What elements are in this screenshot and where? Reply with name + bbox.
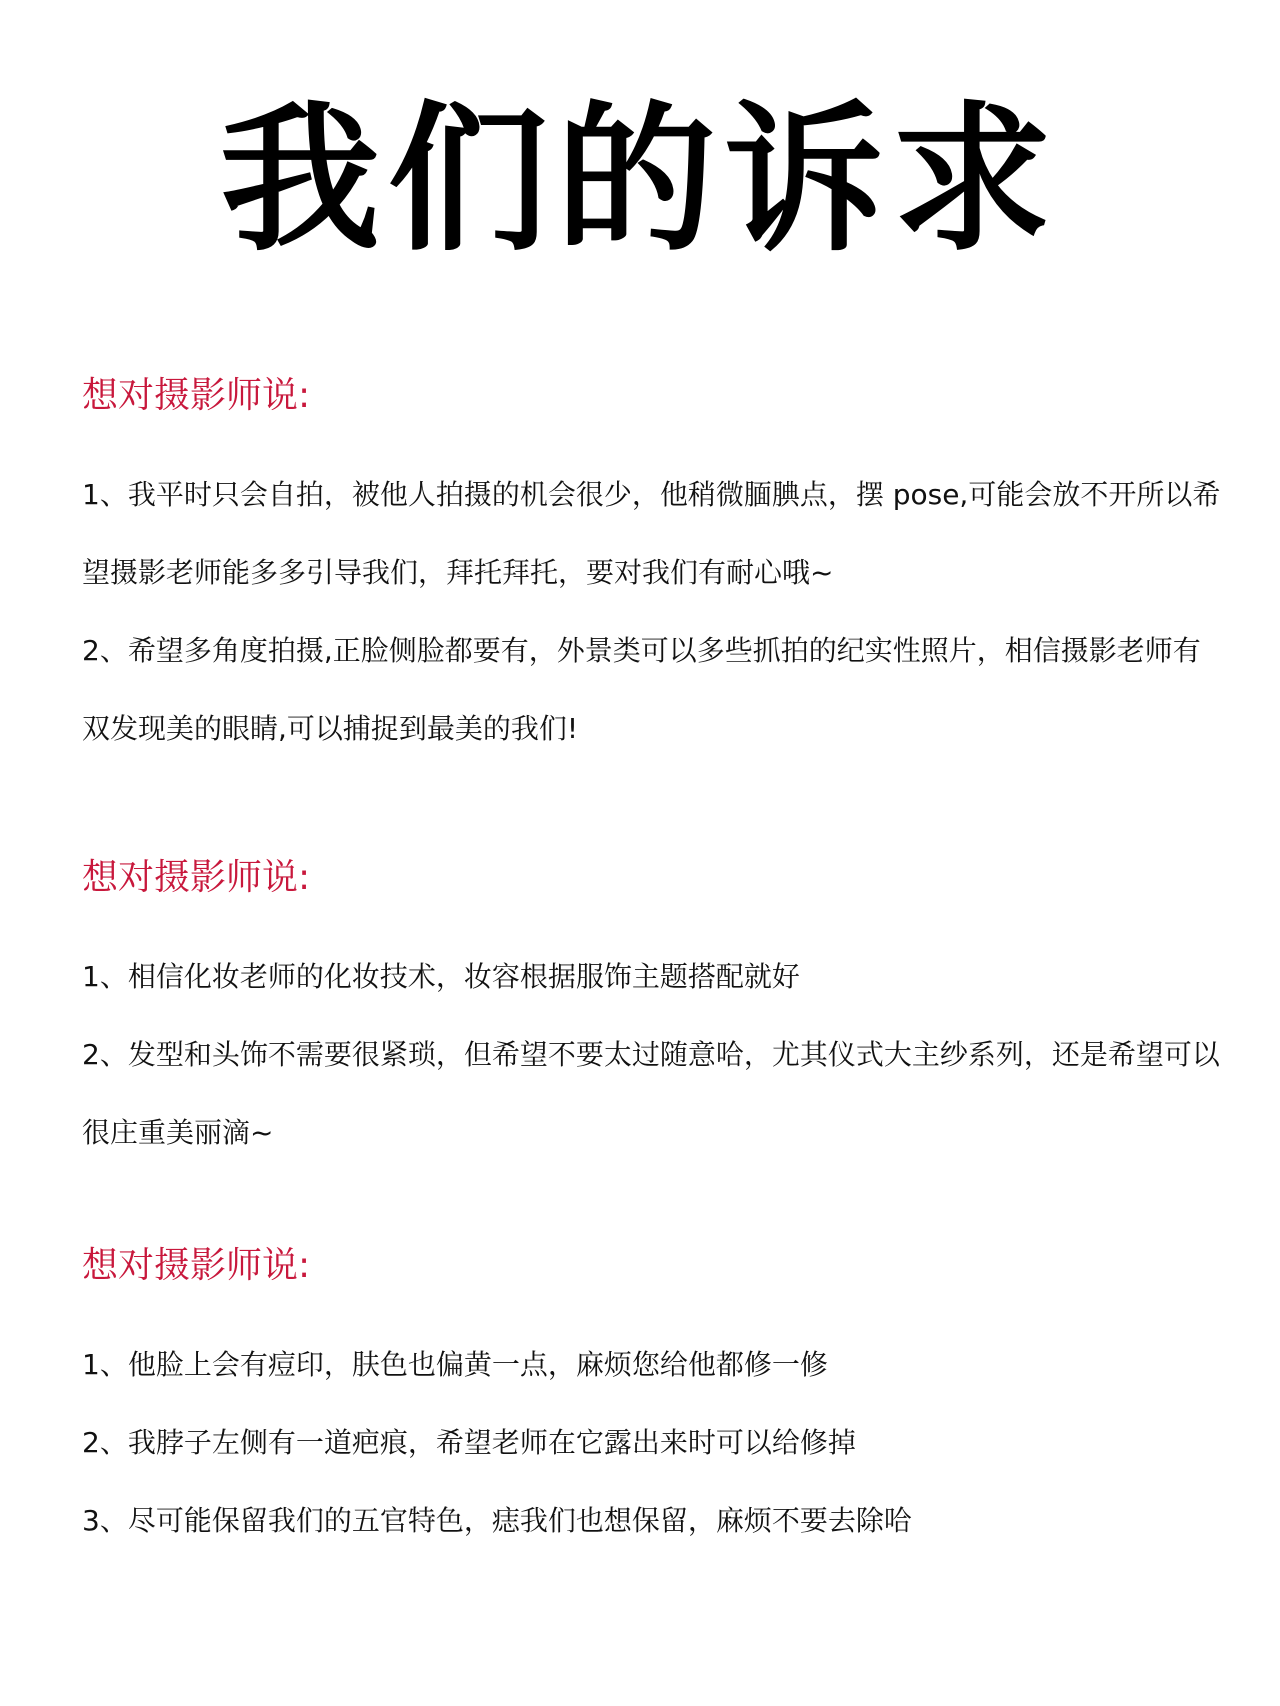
section-3-item-1: 1、他脸上会有痘印，肤色也偏黄一点，麻烦您给他都修一修 (82, 1348, 828, 1381)
section-3-list (82, 1326, 1222, 1560)
page-title: 我们的诉求 (219, 86, 1060, 273)
section-heading-2: 想对摄影师说: (82, 857, 311, 898)
section-1-item-2: 2、希望多角度拍摄,正脸侧脸都要有，外景类可以多些抓拍的纪实性照片，相信摄影老师有双发现美的眼睛,可以捕捉到最美的我们! (82, 634, 1201, 745)
photographer-note-section-1 (82, 375, 1222, 768)
section-3-item-3: 3、尽可能保留我们的五官特色，痣我们也想保留，麻烦不要去除哈 (82, 1504, 912, 1537)
section-1-list (82, 456, 1222, 768)
section-2-item-1: 1、相信化妆老师的化妆技术，妆容根据服饰主题搭配就好 (82, 960, 800, 993)
photographer-note-section-3 (82, 1245, 1222, 1560)
photographer-note-section-2 (82, 857, 1222, 1172)
section-2-item-2: 2、发型和头饰不需要很紧琐，但希望不要太过随意哈，尤其仪式大主纱系列，还是希望可以很庄重美丽滴~ (82, 1038, 1220, 1149)
section-2-list (82, 938, 1222, 1172)
section-heading-1: 想对摄影师说: (82, 375, 311, 416)
section-1-item-1: 1、我平时只会自拍，被他人拍摄的机会很少，他稍微腼腆点，摆 pose,可能会放不开所以希望摄影老师能多多引导我们，拜托拜托，要对我们有耐心哦~ (82, 478, 1221, 589)
section-3-item-2: 2、我脖子左侧有一道疤痕，希望老师在它露出来时可以给修掉 (82, 1426, 856, 1459)
section-heading-3: 想对摄影师说: (82, 1245, 311, 1286)
